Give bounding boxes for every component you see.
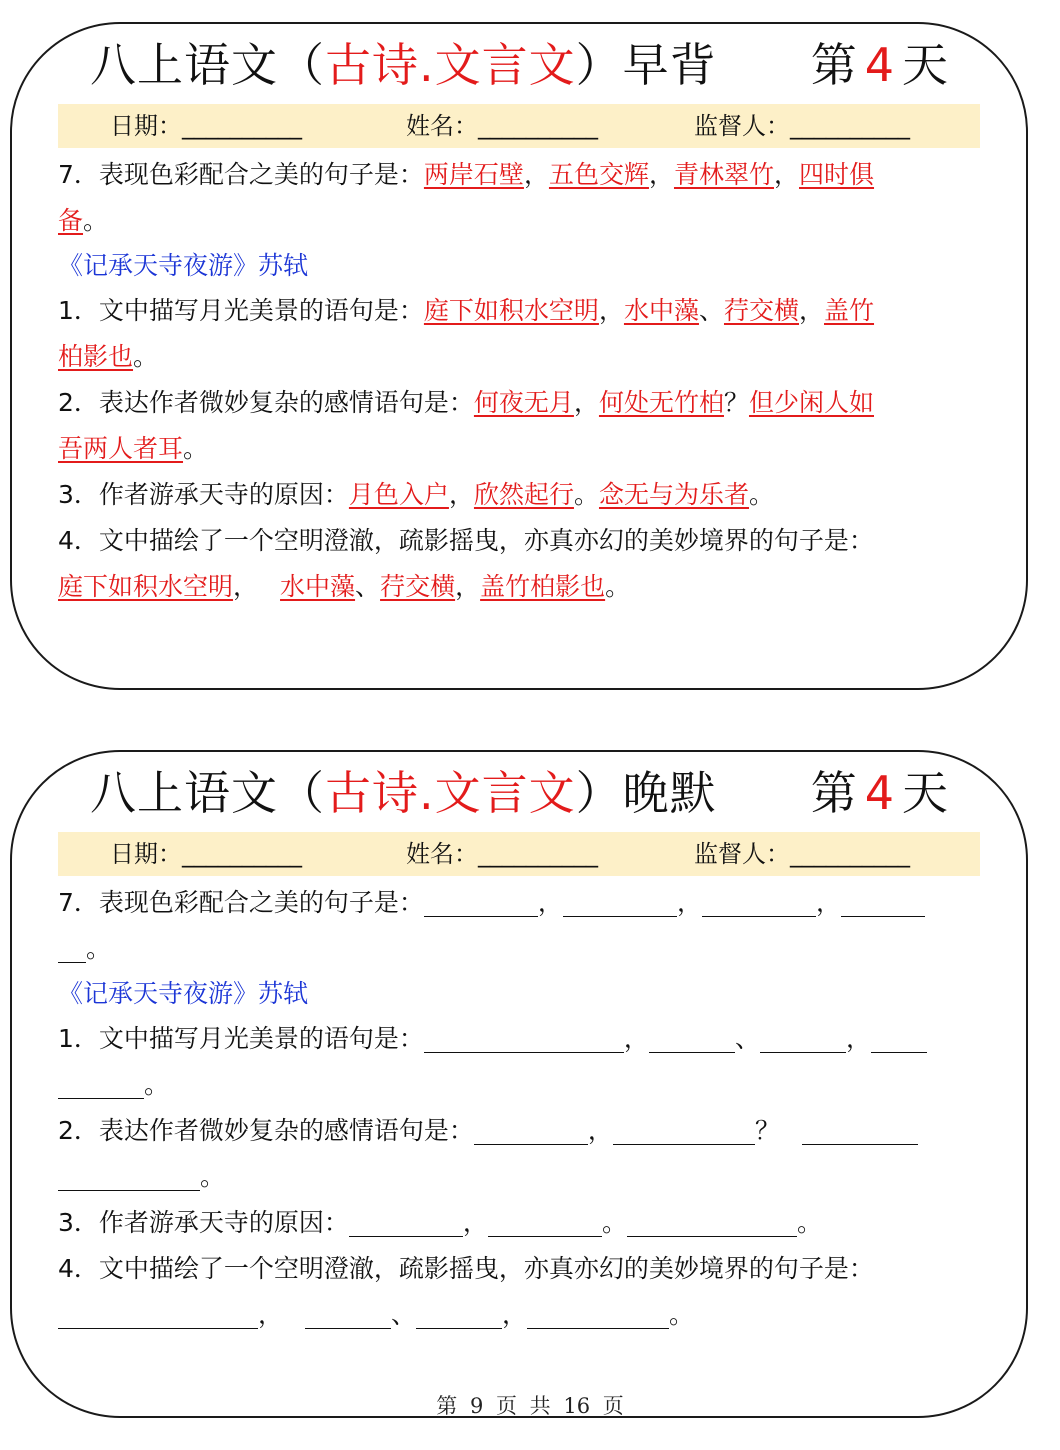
question-2-cont: 吾两人者耳。 — [58, 434, 209, 463]
info-bar — [58, 832, 980, 876]
answer: 盖竹 — [824, 296, 875, 325]
answer-blank[interactable] — [613, 1112, 755, 1145]
answer-blank[interactable] — [841, 884, 925, 917]
answer-blank[interactable] — [305, 1296, 391, 1329]
question-2: 2．表达作者微妙复杂的感情语句是： ， ？ — [58, 1108, 980, 1154]
answer: 念无与为乐者 — [598, 480, 749, 509]
supervisor-field[interactable]: 监督人：__________ — [694, 112, 910, 140]
answer: 盖竹柏影也 — [480, 572, 606, 601]
answer: 庭下如积水空明 — [423, 296, 599, 325]
day-label: 第 4 天 — [810, 766, 948, 820]
question-7: 7．表现色彩配合之美的句子是：两岸石壁，五色交辉，青林翠竹，四时俱 — [58, 160, 875, 189]
answer: 庭下如积水空明 — [58, 572, 234, 601]
answer: 五色交辉 — [548, 160, 649, 189]
answer-blank[interactable] — [760, 1020, 846, 1053]
answer: 欣然起行 — [473, 480, 574, 509]
answer: 备 — [58, 206, 84, 235]
answer-blank[interactable] — [416, 1296, 502, 1329]
answer: 两岸石壁 — [423, 160, 524, 189]
source-title: 《记承天寺夜游》苏轼 — [58, 251, 309, 280]
question-1: 1．文中描写月光美景的语句是：庭下如积水空明，水中藻、荇交横，盖竹 — [58, 296, 875, 325]
date-field[interactable]: 日期：__________ — [110, 840, 302, 868]
answer-blank[interactable] — [627, 1204, 797, 1237]
answer: 荇交横 — [723, 296, 799, 325]
question-7: 7．表现色彩配合之美的句子是： ， ， ， — [58, 880, 980, 926]
answer-blank[interactable] — [649, 1020, 735, 1053]
answer-blank[interactable] — [349, 1204, 463, 1237]
name-field[interactable]: 姓名：__________ — [406, 112, 598, 140]
question-4: 4．文中描绘了一个空明澄澈，疏影摇曳，亦真亦幻的美妙境界的句子是： — [58, 526, 874, 555]
answer-blank[interactable] — [58, 1066, 144, 1099]
answer-blank[interactable] — [871, 1020, 927, 1053]
answer: 何处无竹柏 — [598, 388, 724, 417]
answer-blank[interactable] — [474, 1112, 588, 1145]
question-7-cont: 备。 — [58, 206, 109, 235]
date-field[interactable]: 日期：__________ — [110, 112, 302, 140]
answer: 月色入户 — [348, 480, 449, 509]
answer: 但少闲人如 — [748, 388, 874, 417]
answer-blank[interactable] — [58, 930, 86, 963]
supervisor-field[interactable]: 监督人：__________ — [694, 840, 910, 868]
source-title: 《记承天寺夜游》苏轼 — [58, 979, 309, 1008]
card-title: 八上语文（古诗.文言文）早背 — [90, 38, 717, 92]
question-1-cont: 。 — [58, 1062, 980, 1108]
question-2: 2．表达作者微妙复杂的感情语句是：何夜无月，何处无竹柏？但少闲人如 — [58, 388, 874, 417]
question-3: 3．作者游承天寺的原因： ， 。 。 — [58, 1200, 980, 1246]
question-3: 3．作者游承天寺的原因：月色入户，欣然起行。念无与为乐者。 — [58, 480, 775, 509]
answer-blank[interactable] — [58, 1296, 258, 1329]
morning-recitation-card — [10, 22, 1028, 690]
answer-blank[interactable] — [802, 1112, 918, 1145]
answer: 吾两人者耳 — [58, 434, 184, 463]
answer: 荇交横 — [380, 572, 456, 601]
card-title: 八上语文（古诗.文言文）晚默 — [90, 766, 717, 820]
name-field[interactable]: 姓名：__________ — [406, 840, 598, 868]
question-2-cont: 。 — [58, 1154, 980, 1200]
answer: 何夜无月 — [473, 388, 574, 417]
answer-blank[interactable] — [424, 884, 538, 917]
answer: 水中藻 — [623, 296, 699, 325]
answer-blank[interactable] — [702, 884, 816, 917]
answer-blank[interactable] — [58, 1158, 200, 1191]
day-number: 4 — [864, 38, 894, 92]
answer-blank[interactable] — [488, 1204, 602, 1237]
answer-blank[interactable] — [424, 1020, 624, 1053]
question-4-cont: 庭下如积水空明， 水中藻、荇交横，盖竹柏影也。 — [58, 572, 631, 601]
question-4-cont: ， 、 ， 。 — [58, 1292, 980, 1338]
answer-blank[interactable] — [527, 1296, 669, 1329]
question-7-cont: 。 — [58, 926, 980, 972]
question-4: 4．文中描绘了一个空明澄澈，疏影摇曳，亦真亦幻的美妙境界的句子是： — [58, 1254, 874, 1283]
evening-dictation-card — [10, 750, 1028, 1418]
answer: 水中藻 — [280, 572, 356, 601]
question-list — [58, 880, 980, 1338]
answer: 四时俱 — [799, 160, 875, 189]
answer-blank[interactable] — [563, 884, 677, 917]
answer: 青林翠竹 — [673, 160, 774, 189]
page-footer: 第 9 页 共 16 页 — [436, 1394, 624, 1418]
answer: 柏影也 — [58, 342, 134, 371]
question-1-cont: 柏影也。 — [58, 342, 159, 371]
question-list — [58, 152, 980, 610]
title-highlight: 古诗.文言文 — [325, 766, 576, 820]
day-label: 第 4 天 — [810, 38, 948, 92]
day-number: 4 — [864, 766, 894, 820]
info-bar — [58, 104, 980, 148]
title-highlight: 古诗.文言文 — [325, 38, 576, 92]
question-1: 1．文中描写月光美景的语句是： ， 、 ， — [58, 1016, 980, 1062]
